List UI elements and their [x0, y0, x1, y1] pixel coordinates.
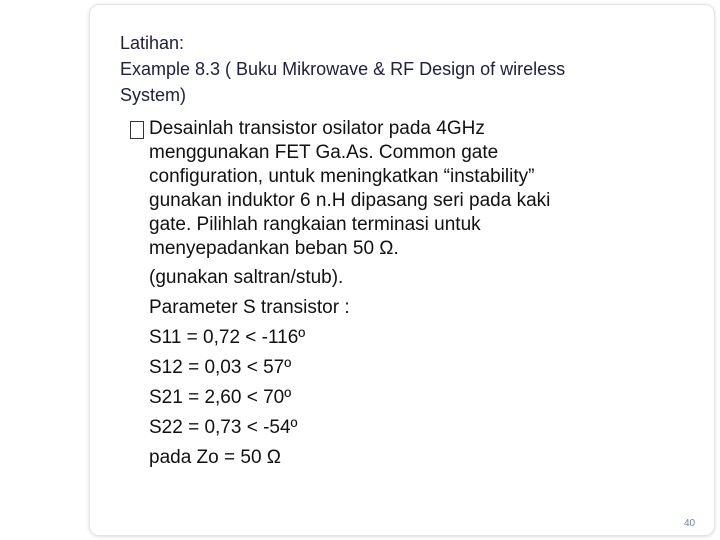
paragraph-line: Desainlah transistor osilator pada 4GHz: [149, 118, 485, 139]
slide-title: [120, 30, 690, 108]
impedance-line: pada Zo = 50 Ω: [149, 447, 281, 468]
slide-body: [130, 117, 690, 473]
paragraph-line: menggunakan FET Ga.As. Common gate: [149, 142, 499, 163]
paragraph-line: menyepadankan beban 50 Ω.: [149, 238, 399, 259]
bullet-paragraph: [130, 117, 690, 261]
paragraph-line: gate. Pilihlah rangkaian terminasi untuk: [149, 214, 481, 235]
stub-note: (gunakan saltran/stub).: [149, 267, 344, 288]
parameter-s21: S21 = 2,60 < 70º: [149, 387, 292, 408]
paragraph-line: configuration, untuk meningkatkan “instability”: [149, 166, 535, 187]
title-line-2: Example 8.3 ( Buku Mikrowave & RF Design of wireless: [120, 59, 566, 79]
square-bullet-icon: [130, 121, 144, 139]
title-line-1: Latihan:: [120, 33, 185, 53]
parameter-s12: S12 = 0,03 < 57º: [149, 357, 292, 378]
page-number: 40: [684, 518, 696, 529]
paragraph-line: gunakan induktor 6 n.H dipasang seri pada kaki: [149, 190, 551, 211]
title-line-3: System): [120, 85, 187, 105]
parameter-list: [130, 263, 690, 473]
parameter-s11: S11 = 0,72 < -116º: [149, 327, 306, 348]
parameter-heading: Parameter S transistor :: [149, 297, 350, 318]
parameter-s22: S22 = 0,73 < -54º: [149, 417, 298, 438]
